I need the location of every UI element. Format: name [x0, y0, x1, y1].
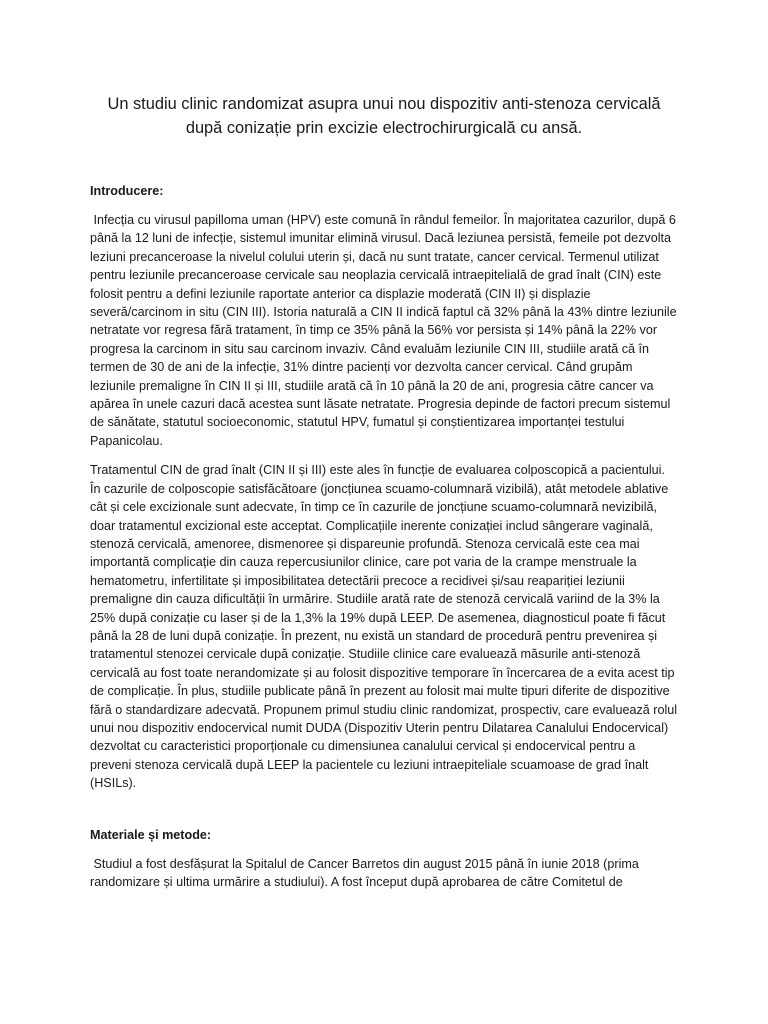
document-page [90, 92, 681, 891]
paragraph: Tratamentul CIN de grad înalt (CIN II și III) este ales în funcție de evaluarea colposcopică a pacientului. În cazurile de colposcopie satisfăcătoare (joncțiunea scuamo-columnară vizibilă), atât metodele ablative cât și cele excizionale sunt adecvate, în timp ce în cazurile de joncțiune scuamo-columnară nevizibilă, doar tratamentul excizional este acceptat. Complicațiile inerente conizației includ sângerare vaginală, stenoză cervicală, amenoree, dismenoree și dispareunie profundă. Stenoza cervicală este cea mai importantă complicație din cauza repercusiunilor clinice, care pot varia de la crampe menstruale la hematometru, infertilitate și imposibilitatea detectării precoce a recidivei și/sau reapariției leziunii premaligne din cauza dificultății în urmărire. Studiile arată rate de stenoză cervicală variind de la 3% la 25% după conizație cu laser și de la 1,3% la 19% după LEEP. De asemenea, diagnosticul poate fi făcut până la 28 de luni după conizație. În prezent, nu există un standard de procedură pentru prevenirea și tratamentul stenozei cervicale după conizație. Studiile clinice care evaluează măsurile anti-stenoză cervicală au fost toate nerandomizate și au folosit dispozitive temporare în încercarea de a evita acest tip de complicație. În plus, studiile publicate până în prezent au folosit mai multe tipuri diferite de dispozitive fără o standardizare adecvată. Propunem primul studiu clinic randomizat, prospectiv, care evaluează rolul unui nou dispozitiv endocervical numit DUDA (Dispozitiv Uterin pentru Dilatarea Canalului Endocervical) dezvoltat cu caracteristici proporționale cu dimensiunea canalului cervical și endocervical pentru a preveni stenoza cervicală după LEEP la pacientele cu leziuni intraepiteliale scuamoase de grad înalt (HSILs). [90, 463, 678, 791]
section-introduction [90, 182, 681, 793]
section-methods [90, 826, 678, 892]
section-heading: Introducere: [90, 184, 164, 198]
paragraph: Studiul a fost desfășurat la Spitalul de Cancer Barretos din august 2015 până în iunie 2018 (prima randomizare și ultima urmărire a studiului). A fost început după aprobarea de către Comitetul de [90, 856, 643, 889]
paragraph: Infecția cu virusul papilloma uman (HPV) este comună în rândul femeilor. În majoritatea cazurilor, după 6 până la 12 luni de infecție, sistemul imunitar elimină virusul. Dacă leziunea persistă, femeile pot dezvolta leziuni precanceroase la nivelul colului uterin și, dacă nu sunt tratate, cancer cervical. Termenul utilizat pentru leziunile precanceroase cervicale sau neoplazia cervicală intraepitelială de grad înalt (CIN) este folosit pentru a defini leziunile raportate anterior ca displazie moderată (CIN II) și displazie severă/carcinom in situ (CIN III). Istoria naturală a CIN II indică faptul că 32% până la 43% dintre leziunile netratate vor regresa fără tratament, în timp ce 35% până la 56% vor persista și 14% până la 22% vor progresa la carcinom in situ sau carcinom invaziv. Când evaluăm leziunile CIN III, studiile arată că în termen de 30 de ani de la infecție, 31% dintre pacienți vor dezvolta cancer cervical. Când grupăm leziunile premaligne în CIN II și III, studiile arată că în 10 până la 20 de ani, progresia către cancer va apărea în unele cazuri dacă acestea sunt lăsate netratate. Progresia depinde de factori precum sistemul de sănătate, statutul socioeconomic, statutul HPV, fumatul și conștientizarea importanței testului Papanicolau. [90, 213, 681, 448]
section-heading: Materiale și metode: [90, 827, 212, 842]
document-title: Un studiu clinic randomizat asupra unui nou dispozitiv anti-stenoza cervicală după conizație prin excizie electrochirurgicală cu ansă. [107, 95, 661, 137]
